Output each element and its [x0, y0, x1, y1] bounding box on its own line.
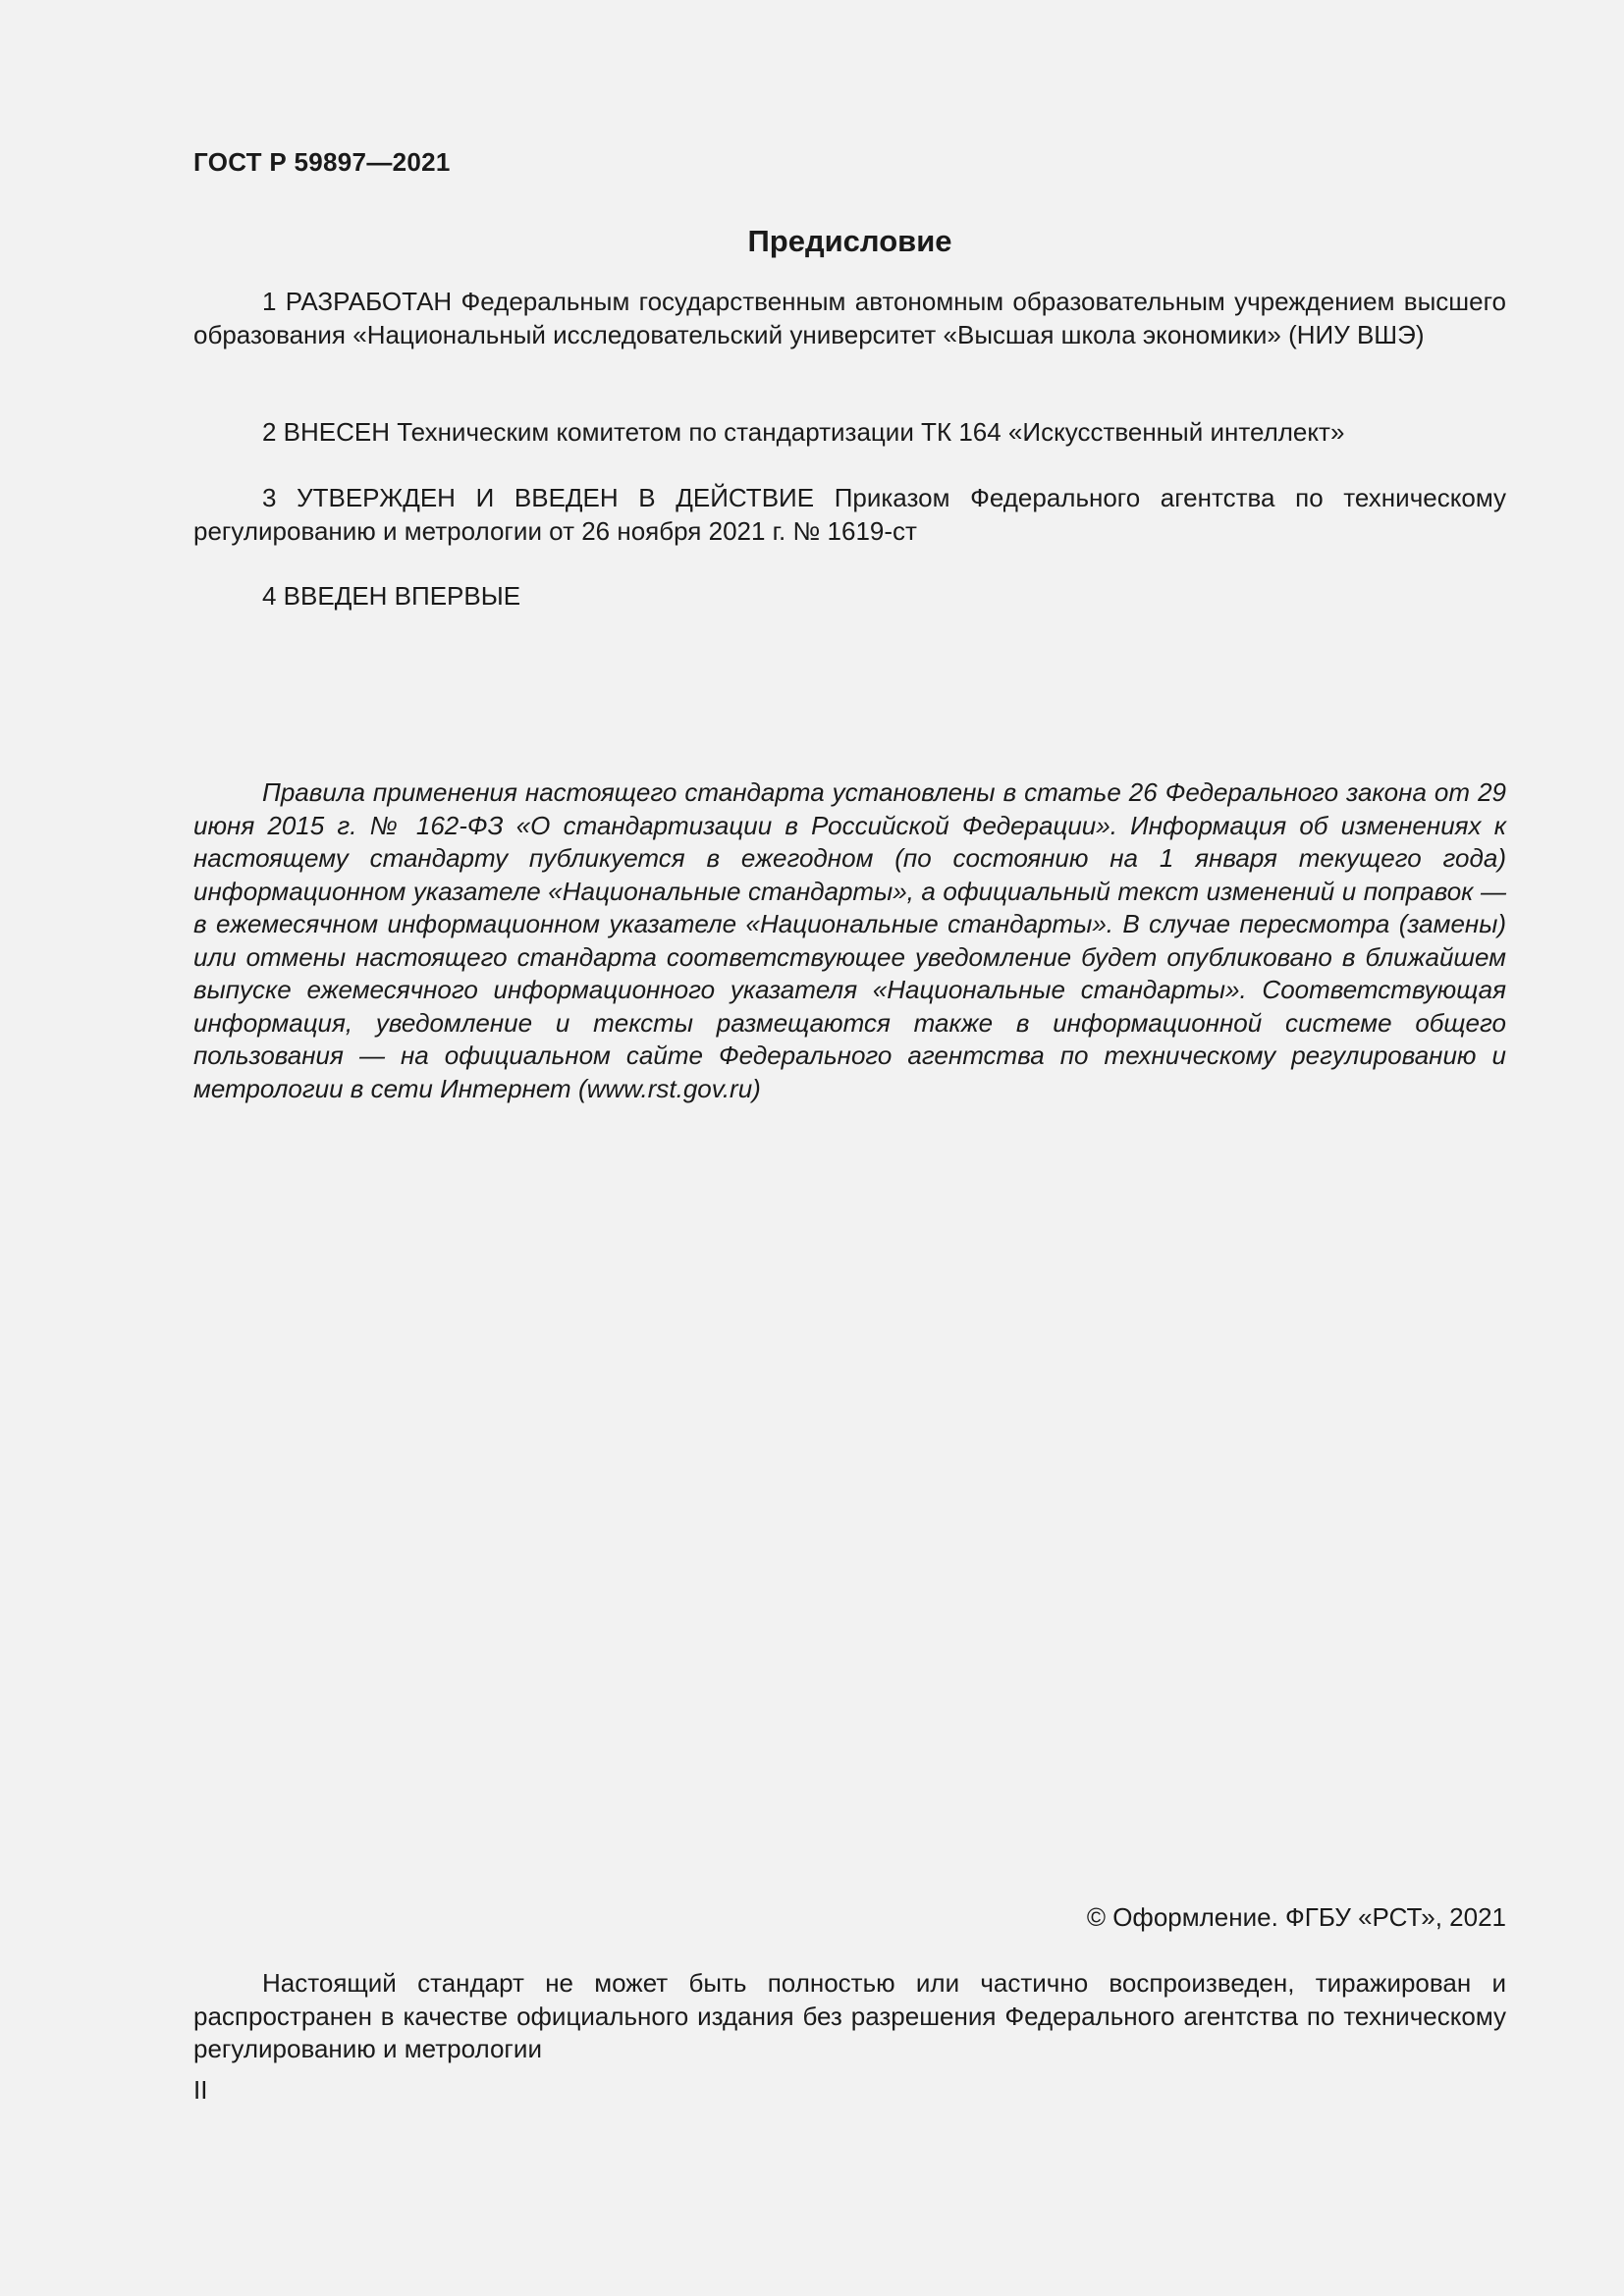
- foreword-item-introduced: 4 ВВЕДЕН ВПЕРВЫЕ: [262, 581, 521, 611]
- document-code: ГОСТ Р 59897—2021: [193, 147, 451, 177]
- foreword-item-submitted: 2 ВНЕСЕН Техническим комитетом по стандартизации ТК 164 «Искусственный интеллект»: [262, 417, 1345, 447]
- copyright-line: © Оформление. ФГБУ «РСТ», 2021: [1086, 1902, 1506, 1932]
- foreword-title: Предисловие: [747, 224, 952, 258]
- page-number: II: [193, 2075, 208, 2105]
- application-rules-notice: Правила применения настоящего стандарта установлены в статье 26 Федерального закона от 29 июня 2015 г. № 162-ФЗ «О стандартизации в Российской Федерации». Информация об изменениях к настоящему стандарту публикуется в ежегодном (по состоянию на 1 января текущего года) информационном указателе «Национальные стандарты», а официальный текст изменений и поправок — в ежемесячном информационном указателе «Национальные стандарты». В случае пересмотра (замены) или отмены настоящего стандарта соответствующее уведомление будет опубликовано в ближайшем выпуске ежемесячного информационного указателя «Национальные стандарты». Соответствующая информация, уведомление и тексты размещаются также в информационной системе общего пользования — на официальном сайте Федерального агентства по техническому регулированию и метрологии в сети Интернет (www.rst.gov.ru): [193, 777, 1506, 1103]
- foreword-item-developed: 1 РАЗРАБОТАН Федеральным государственным автономным образовательным учреждением высшего образования «Национальный исследовательский университет «Высшая школа экономики» (НИУ ВШЭ): [193, 287, 1506, 349]
- foreword-item-approved: 3 УТВЕРЖДЕН И ВВЕДЕН В ДЕЙСТВИЕ Приказом Федерального агентства по техническому регулированию и метрологии от 26 ноября 2021 г. № 1619-ст: [193, 483, 1506, 546]
- reproduction-notice: Настоящий стандарт не может быть полностью или частично воспроизведен, тиражирован и распространен в качестве официального издания без разрешения Федерального агентства по техническому регулированию и метрологии: [193, 1968, 1506, 2063]
